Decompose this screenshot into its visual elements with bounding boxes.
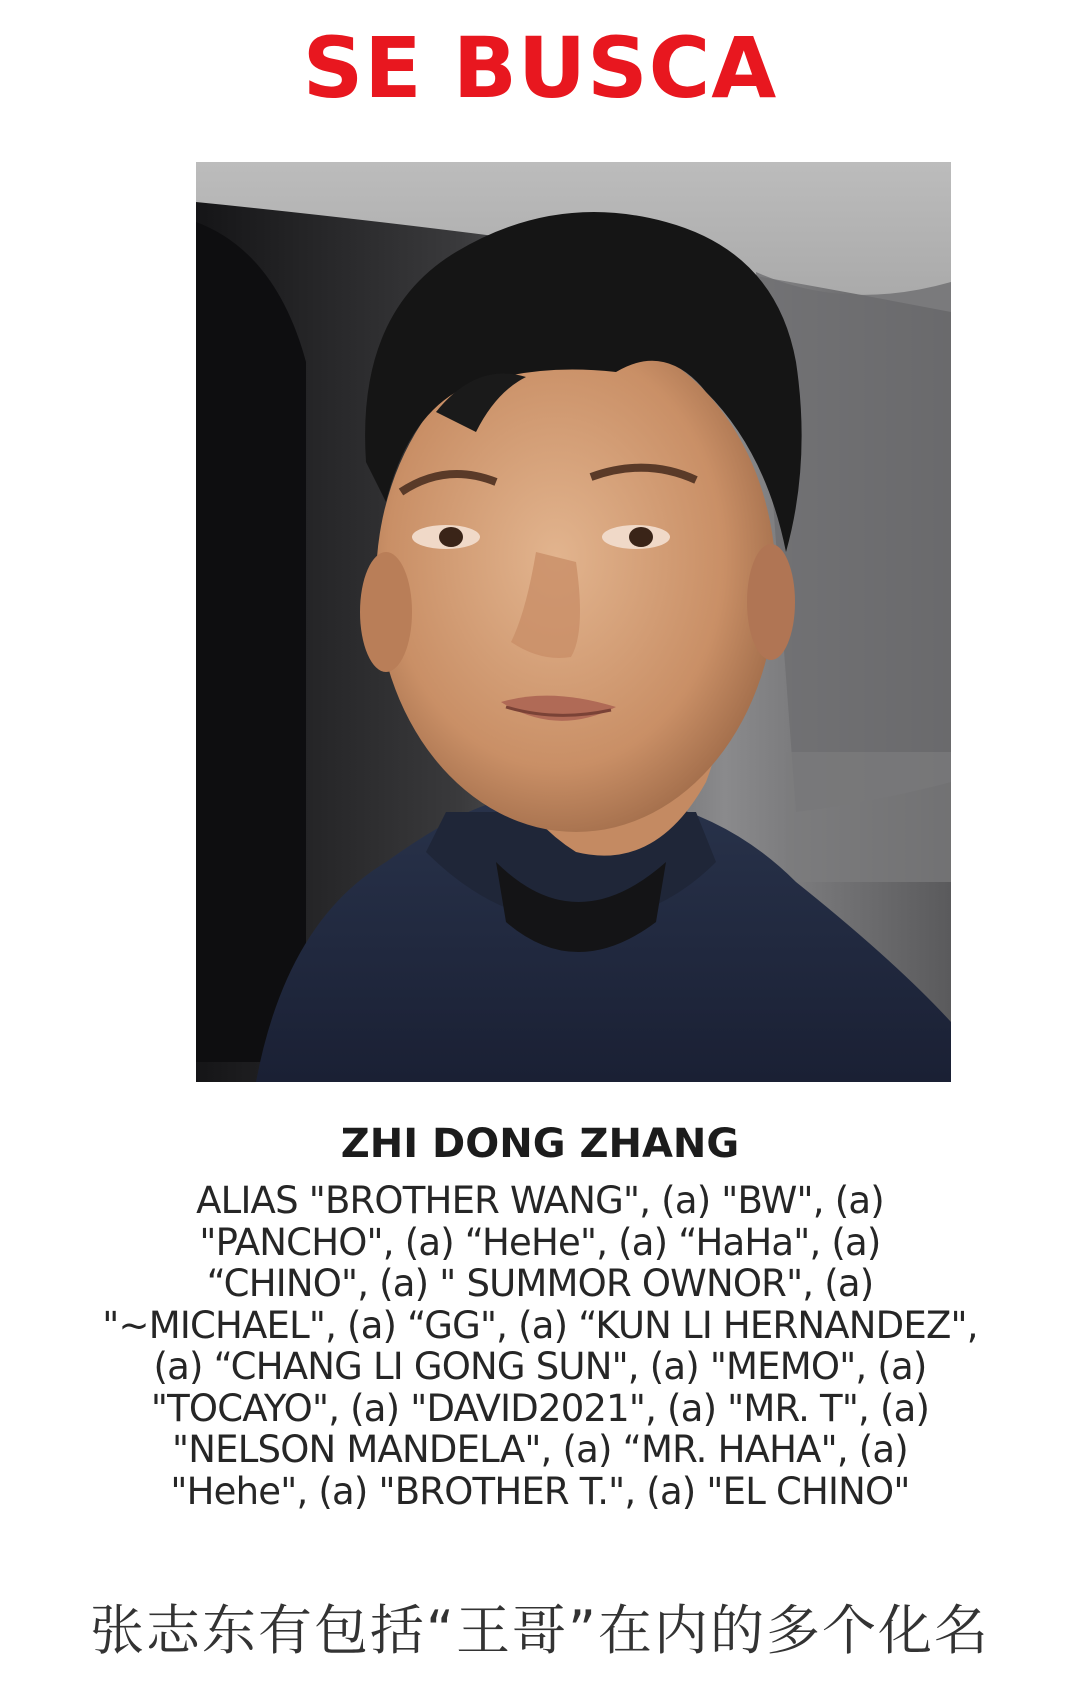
alias-line: “CHINO", (a) " SUMMOR OWNOR", (a) [206,1262,874,1305]
alias-line: "Hehe", (a) "BROTHER T.", (a) "EL CHINO" [170,1469,910,1513]
alias-list [50,1180,1030,1512]
chinese-caption: 张志东有包括“王哥”在内的多个化名 [90,1599,990,1662]
alias-line: ALIAS "BROTHER WANG", (a) "BW", (a) [196,1179,884,1222]
alias-line: "PANCHO", (a) “HeHe", (a) “HaHa", (a) [199,1220,881,1264]
suspect-photo [196,162,951,1082]
suspect-name: ZHI DONG ZHANG [340,1121,740,1167]
poster-title: SE BUSCA [302,19,778,117]
alias-line: (a) “CHANG LI GONG SUN", (a) "MEMO", (a) [153,1345,927,1388]
alias-line: "TOCAYO", (a) "DAVID2021", (a) "MR. T", (a) [150,1386,930,1430]
alias-line: "~MICHAEL", (a) “GG", (a) “KUN LI HERNANDEZ", [102,1303,978,1347]
alias-line: "NELSON MANDELA", (a) “MR. HAHA", (a) [172,1428,908,1471]
